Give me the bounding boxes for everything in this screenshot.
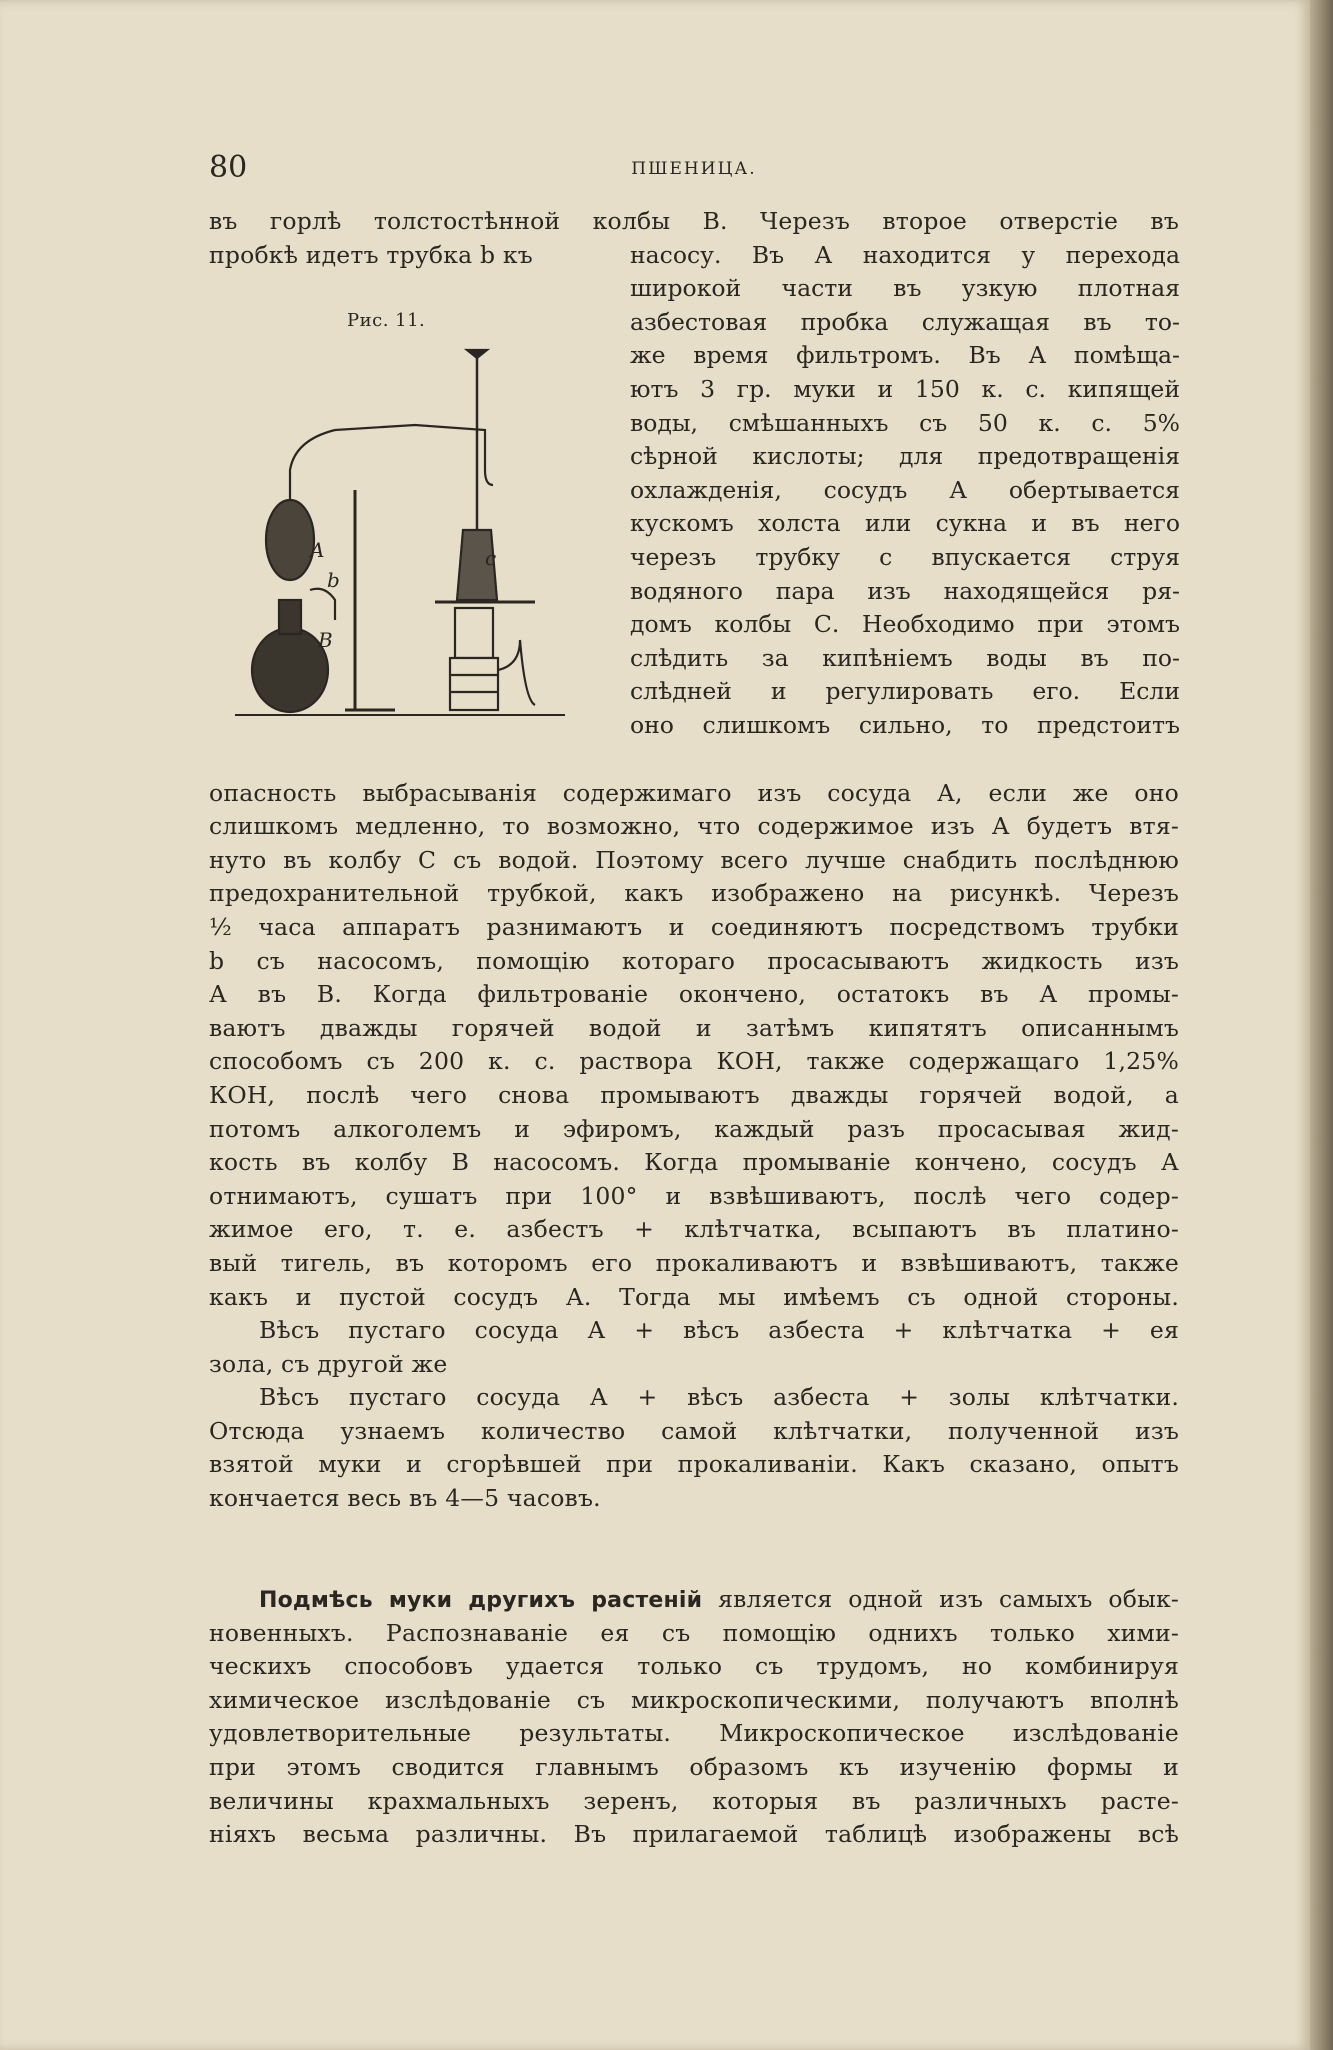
side-text-first	[630, 239, 1180, 273]
text-line: жимое его, т. е. азбестъ + клѣтчатка, всыпаютъ въ платино-	[209, 1215, 1179, 1244]
text-line: ютъ 3 гр. муки и 150 к. с. кипящей	[630, 374, 1180, 403]
main-text	[209, 777, 1179, 1516]
running-title: ПШЕНИЦА.	[631, 159, 757, 179]
text-line: слишкомъ медленно, то возможно, что содержимое изъ А будетъ втя-	[209, 812, 1179, 841]
label-B: B	[318, 628, 333, 652]
text-line: охлажденія, сосудъ А обертывается	[630, 475, 1180, 504]
label-c: c	[485, 546, 497, 570]
page-number: 80	[209, 150, 248, 185]
text-line: b съ насосомъ, помощію котораго просасываютъ жидкость изъ	[209, 946, 1179, 975]
text-line: водяного пара изъ находящейся ря-	[630, 576, 1180, 605]
text-line: кость въ колбу В насосомъ. Когда промываніе кончено, сосудъ А	[209, 1148, 1179, 1177]
text-line: химическое изслѣдованіе съ микроскопическими, получаютъ вполнѣ	[209, 1685, 1179, 1714]
page-header	[209, 150, 1179, 190]
text-line: какъ и пустой сосудъ А. Тогда мы имѣемъ съ одной стороны.	[209, 1282, 1179, 1311]
text-line: предохранительной трубкой, какъ изображено на рисункѣ. Черезъ	[209, 879, 1179, 908]
text-line: ческихъ способовъ удается только съ трудомъ, но комбинируя	[209, 1652, 1179, 1681]
side-column	[630, 272, 1180, 742]
text-line: Вѣсъ пустаго сосуда А + вѣсъ азбеста + золы клѣтчатки.	[259, 1383, 1179, 1412]
text-line: воды, смѣшанныхъ съ 50 к. с. 5%	[630, 408, 1180, 437]
text-line: зола, съ другой же	[209, 1349, 448, 1378]
text-line: отнимаютъ, сушатъ при 100° и взвѣшиваютъ, послѣ чего содер-	[209, 1181, 1179, 1210]
text-line: Вѣсъ пустаго сосуда А + вѣсъ азбеста + клѣтчатка + ея	[259, 1316, 1179, 1345]
text-line: Отсюда узнаемъ количество самой клѣтчатки, полученной изъ	[209, 1416, 1179, 1445]
text-line: взятой муки и сгорѣвшей при прокаливаніи. Какъ сказано, опытъ	[209, 1450, 1179, 1479]
text-line: ваютъ дважды горячей водой и затѣмъ кипятятъ описаннымъ	[209, 1013, 1179, 1042]
paragraph-admixture	[209, 1583, 1179, 1852]
text-line: черезъ трубку c впускается струя	[630, 542, 1180, 571]
text-line: слѣдить за кипѣніемъ воды въ по-	[630, 643, 1180, 672]
text-line: сѣрной кислоты; для предотвращенія	[630, 442, 1180, 471]
text-line: кускомъ холста или сукна и въ него	[630, 509, 1180, 538]
text-line: азбестовая пробка служащая въ то-	[630, 307, 1180, 336]
figure-caption: Рис. 11.	[347, 310, 426, 331]
text-line: способомъ съ 200 к. с. раствора КОН, также содержащаго 1,25%	[209, 1047, 1179, 1076]
page-edge	[1310, 0, 1333, 2050]
label-A: A	[310, 538, 325, 562]
text-line: удовлетворительные результаты. Микроскопическое изслѣдованіе	[209, 1719, 1179, 1748]
text-line	[209, 1583, 1179, 1617]
figure-11	[235, 310, 595, 740]
text-line: кончается весь въ 4—5 часовъ.	[209, 1484, 601, 1513]
text-line: КОН, послѣ чего снова промываютъ дважды горячей водой, а	[209, 1080, 1179, 1109]
text-line: домъ колбы С. Необходимо при этомъ	[630, 610, 1180, 639]
text-line: широкой части въ узкую плотная	[630, 274, 1180, 303]
text-line: слѣдней и регулировать его. Если	[630, 677, 1180, 706]
apparatus-illustration	[235, 340, 595, 740]
text-line: ніяхъ весьма различны. Въ прилагаемой таблицѣ изображены всѣ	[209, 1820, 1179, 1849]
label-b: b	[327, 568, 340, 592]
text-line: новенныхъ. Распознаваніе ея съ помощію однихъ только хими-	[209, 1618, 1179, 1647]
bold-lead: Подмѣсь муки другихъ растеній	[259, 1588, 703, 1613]
text-line: ½ часа аппаратъ разнимаютъ и соединяютъ посредствомъ трубки	[209, 912, 1179, 941]
text-line: при этомъ сводится главнымъ образомъ къ изученію формы и	[209, 1752, 1179, 1781]
text-line: насосу. Въ А находится у перехода	[630, 240, 1180, 269]
text-line: въ горлѣ толстостѣнной колбы В. Черезъ второе отверстіе въ	[209, 207, 1179, 235]
text-line: нуто въ колбу С съ водой. Поэтому всего лучше снабдить послѣднюю	[209, 845, 1179, 874]
text-line: вый тигель, въ которомъ его прокаливаютъ и взвѣшиваютъ, также	[209, 1248, 1179, 1277]
text-line: А въ В. Когда фильтрованіе окончено, остатокъ въ А промы-	[209, 980, 1179, 1009]
text-line-tail: является одной изъ самыхъ обык-	[718, 1585, 1179, 1613]
text-line: пробкѣ идетъ трубка b къ	[209, 240, 533, 269]
text-line: потомъ алкоголемъ и эфиромъ, каждый разъ просасывая жид-	[209, 1114, 1179, 1143]
text-line: величины крахмальныхъ зеренъ, которыя въ различныхъ расте-	[209, 1786, 1179, 1815]
text-line: опасность выбрасыванія содержимаго изъ сосуда А, если же оно	[209, 778, 1179, 807]
text-line: оно слишкомъ сильно, то предстоитъ	[630, 710, 1180, 739]
text-line: же время фильтромъ. Въ А помѣща-	[630, 341, 1180, 370]
